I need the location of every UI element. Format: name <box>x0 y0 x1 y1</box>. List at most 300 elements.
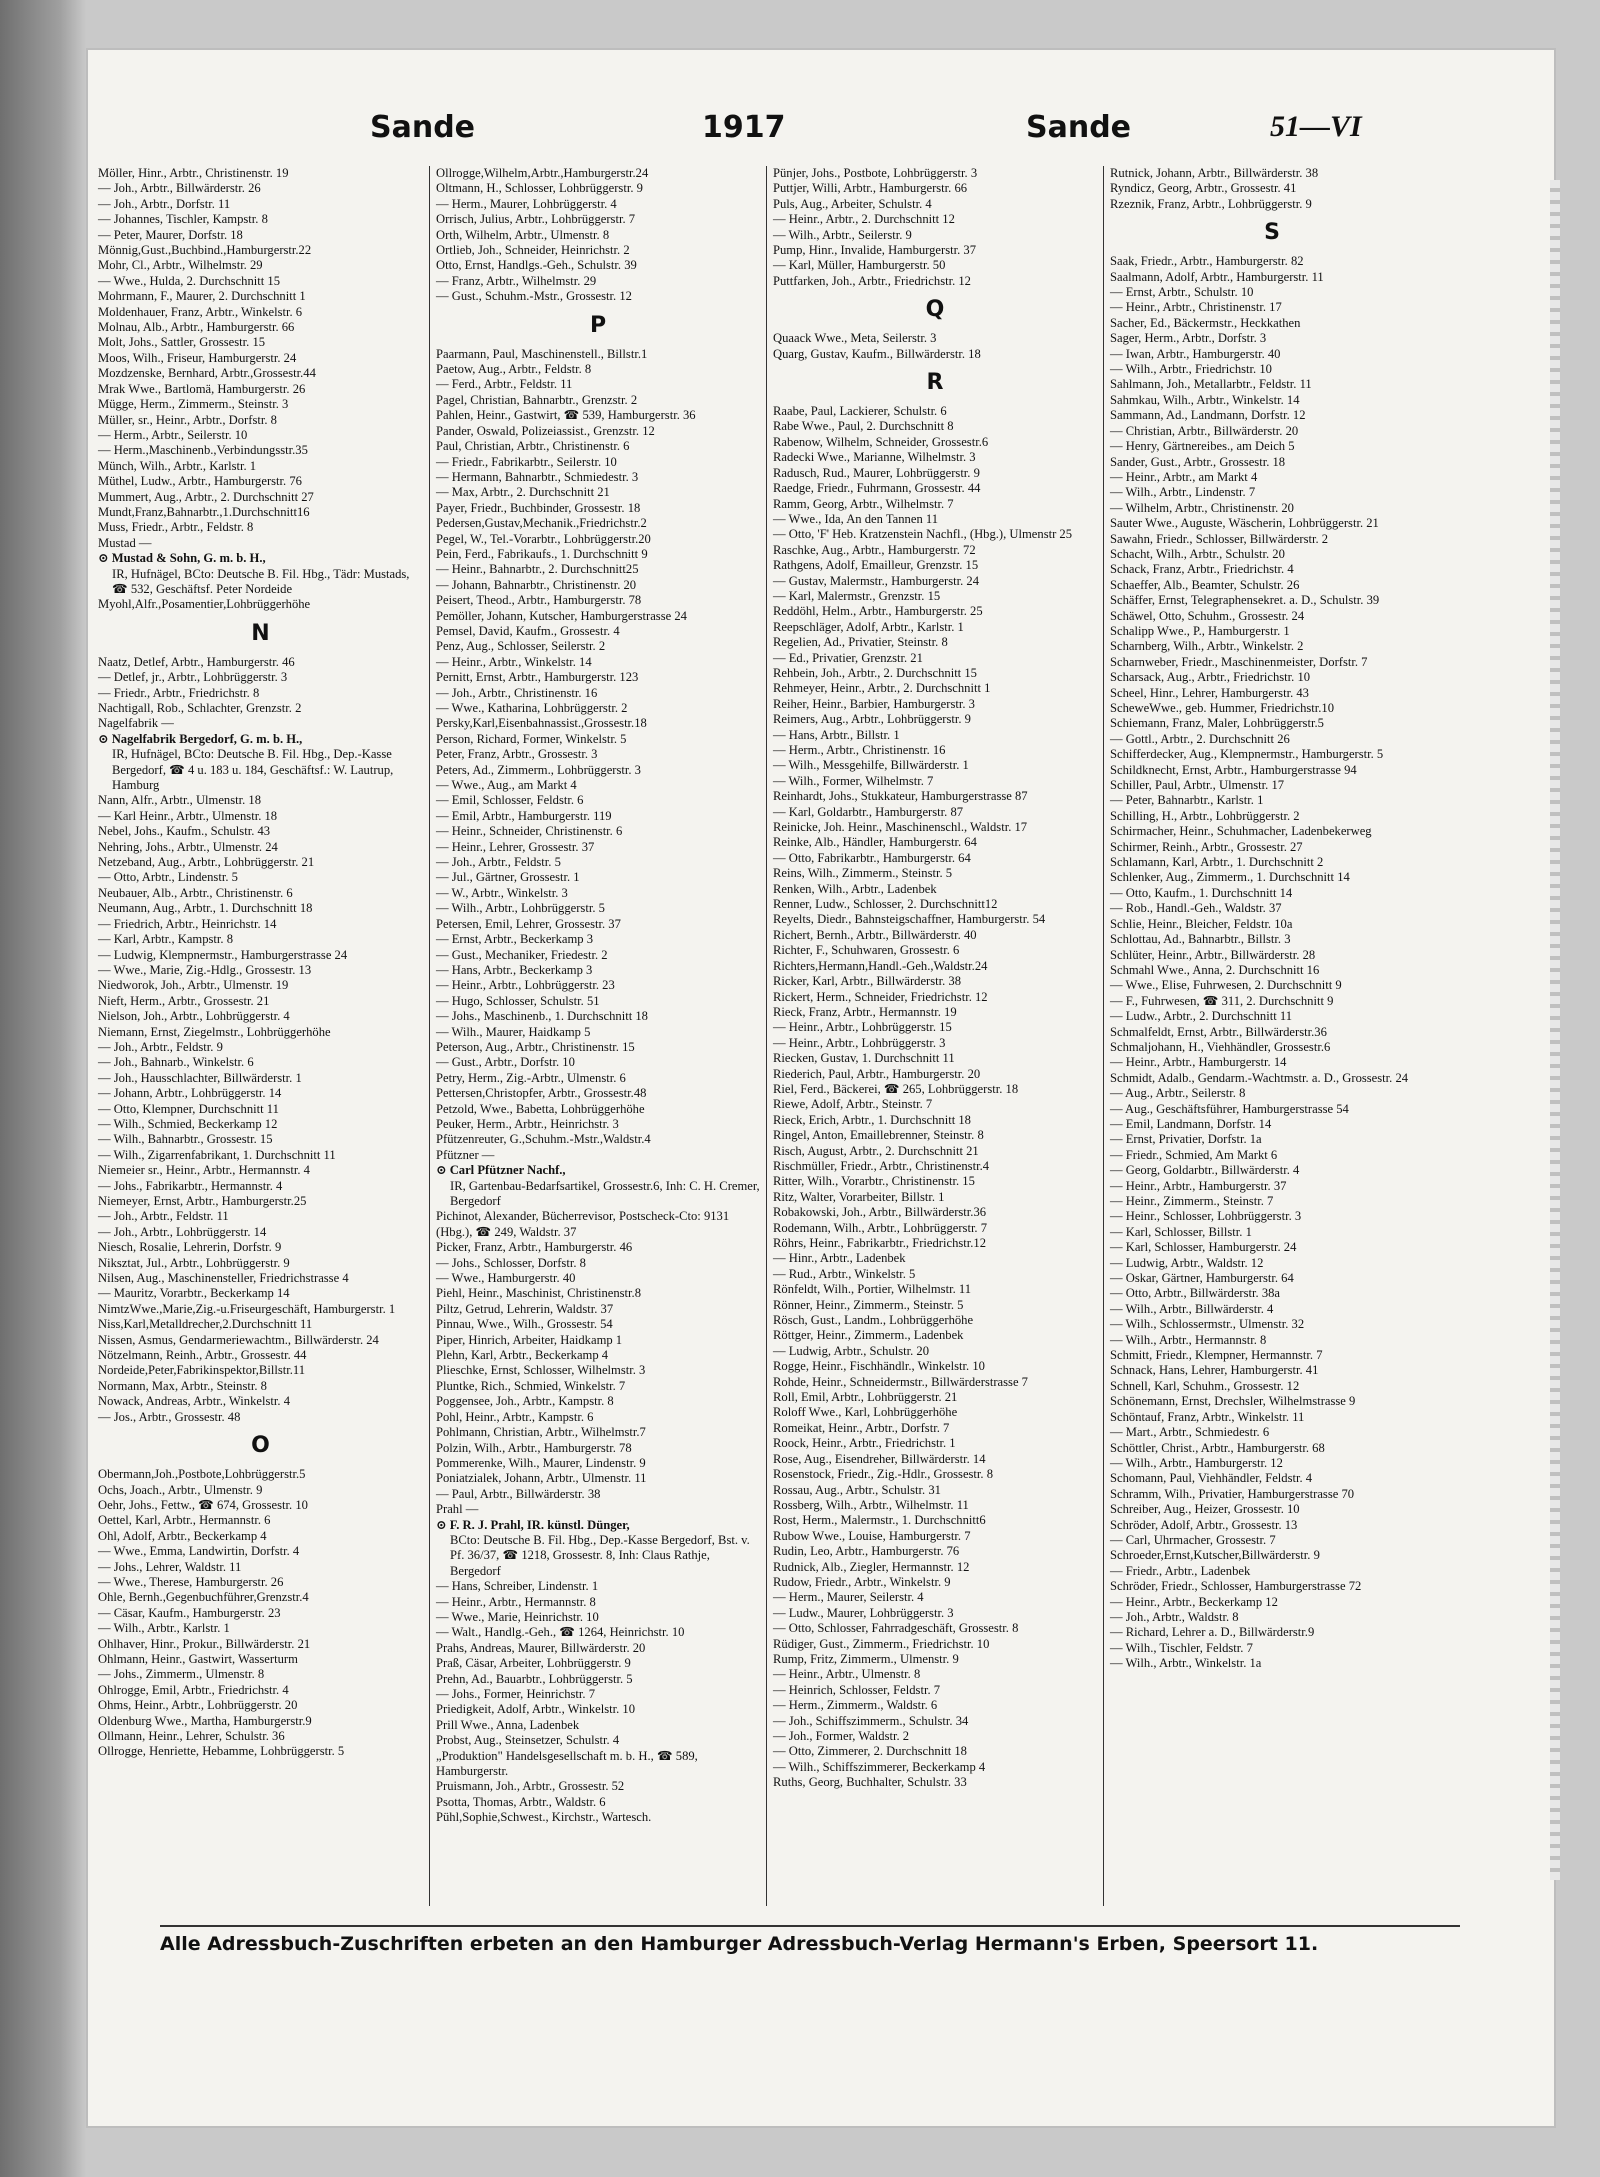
directory-entry: Schmalfeldt, Ernst, Arbtr., Billwärderstr.36 <box>1110 1024 1327 1039</box>
directory-entry: — Wilh., Arbtr., Friedrichstr. 10 <box>1110 362 1272 377</box>
directory-entry: Pohl, Heinr., Arbtr., Kampstr. 6 <box>436 1409 594 1424</box>
directory-entry: Nowack, Andreas, Arbtr., Winkelstr. 4 <box>98 1394 290 1409</box>
directory-entry: Pander, Oswald, Polizeiassist., Grenzstr. 12 <box>436 423 655 438</box>
directory-entry: Pemöller, Johann, Kutscher, Hamburgerstrasse 24 <box>436 608 687 623</box>
directory-entry: Rudow, Friedr., Arbtr., Winkelstr. 9 <box>773 1574 951 1589</box>
section-letter: P <box>589 312 607 338</box>
directory-entry: — Hans, Schreiber, Lindenstr. 1 <box>436 1579 599 1594</box>
directory-entry: Sammann, Ad., Landmann, Dorfstr. 12 <box>1110 408 1306 423</box>
directory-entry: IR, Hufnägel, BCto: Deutsche B. Fil. Hbg., Tädr: Mustads, ☎ 532, Geschäftsf. Peter Nordeide <box>112 566 410 596</box>
directory-entry: Reinke, Alb., Händler, Hamburgerstr. 64 <box>773 835 977 850</box>
directory-entry: — Wilh., Maurer, Haidkamp 5 <box>436 1024 591 1039</box>
directory-entry: — Wilh., Former, Wilhelmstr. 7 <box>773 773 934 788</box>
directory-entry: Rüdiger, Gust., Zimmerm., Friedrichstr. 10 <box>773 1636 990 1651</box>
directory-entry: Ohms, Heinr., Arbtr., Lohbrüggerstr. 20 <box>98 1698 298 1713</box>
directory-entry: Schmidt, Adalb., Gendarm.-Wachtmstr. a. D., Grossestr. 24 <box>1110 1070 1409 1085</box>
directory-entry: — Otto, Arbtr., Lindenstr. 5 <box>98 870 238 885</box>
directory-entry: Reiher, Heinr., Barbier, Hamburgerstr. 3 <box>773 696 975 711</box>
directory-entry: Moldenhauer, Franz, Arbtr., Winkelstr. 6 <box>98 304 303 319</box>
directory-entry: — F., Fuhrwesen, ☎ 311, 2. Durchschnitt 9 <box>1110 993 1334 1008</box>
directory-entry: — Heinrich, Schlosser, Feldstr. 7 <box>773 1682 941 1697</box>
directory-entry: Praß, Cäsar, Arbeiter, Lohbrüggerstr. 9 <box>436 1656 631 1671</box>
directory-entry: Rönfeldt, Wilh., Portier, Wilhelmstr. 11 <box>773 1282 971 1297</box>
directory-entry: Nebel, Johs., Kaufm., Schulstr. 43 <box>98 824 271 839</box>
directory-entry: — Ludw., Maurer, Lohbrüggerstr. 3 <box>773 1605 954 1620</box>
directory-entry: — Max, Arbtr., 2. Durchschnitt 21 <box>436 485 610 500</box>
directory-entry: — Gustav, Malermstr., Hamburgerstr. 24 <box>773 573 980 588</box>
directory-entry: — Jul., Gärtner, Grossestr. 1 <box>436 870 580 885</box>
directory-entry: Ruths, Georg, Buchhalter, Schulstr. 33 <box>773 1775 967 1790</box>
directory-entry: Saak, Friedr., Arbtr., Hamburgerstr. 82 <box>1110 254 1304 269</box>
directory-entry: ⊙ F. R. J. Prahl, IR. künstl. Dünger, <box>436 1517 630 1532</box>
directory-entry: Mozdzenske, Bernhard, Arbtr.,Grossestr.44 <box>98 366 316 381</box>
directory-entry: Niss,Karl,Metalldrecher,2.Durchschnitt 11 <box>98 1317 313 1332</box>
directory-entry: — Wilh., Arbtr., Hamburgerstr. 12 <box>1110 1455 1283 1470</box>
directory-entry: — Heinr., Arbtr., Ulmenstr. 8 <box>773 1667 921 1682</box>
directory-entry: Nielson, Joh., Arbtr., Lohbrüggerstr. 4 <box>98 1009 290 1024</box>
directory-entry: Pfützenreuter, G.,Schuhm.-Mstr.,Waldstr.4 <box>436 1132 651 1147</box>
directory-entry: — Wwe., Emma, Landwirtin, Dorfstr. 4 <box>98 1544 300 1559</box>
directory-entry: Peters, Ad., Zimmerm., Lohbrüggerstr. 3 <box>436 762 641 777</box>
directory-entry: Risch, August, Arbtr., 2. Durchschnitt 21 <box>773 1143 979 1158</box>
directory-entry: Renken, Wilh., Arbtr., Ladenbek <box>773 881 937 896</box>
running-head-right: Sande <box>1026 110 1132 145</box>
directory-entry: — Heinr., Arbtr., Winkelstr. 14 <box>436 654 592 669</box>
directory-entry: — Friedr., Fabrikarbtr., Seilerstr. 10 <box>436 454 617 469</box>
directory-entry: — Wwe., Elise, Fuhrwesen, 2. Durchschnitt 9 <box>1110 978 1342 993</box>
directory-entry: — Aug., Arbtr., Seilerstr. 8 <box>1110 1086 1246 1101</box>
directory-entry: — Karl, Schlosser, Billstr. 1 <box>1110 1224 1252 1239</box>
section-letter: O <box>251 1433 270 1459</box>
directory-entry: — Hans, Arbtr., Beckerkamp 3 <box>436 962 593 977</box>
directory-entry: Ollrogge, Henriette, Hebamme, Lohbrüggerstr. 5 <box>98 1744 345 1759</box>
directory-entry: Schilling, H., Arbtr., Lohbrüggerstr. 2 <box>1110 808 1300 823</box>
directory-entry: — Karl, Goldarbtr., Hamburgerstr. 87 <box>773 804 964 819</box>
directory-entry: Pahlen, Heinr., Gastwirt, ☎ 539, Hamburgerstr. 36 <box>436 408 696 423</box>
directory-entry: Peuker, Herm., Arbtr., Heinrichstr. 3 <box>436 1116 619 1131</box>
directory-entry: — Otto, 'F' Heb. Kratzenstein Nachfl., (Hbg.), Ulmenstr 25 <box>773 527 1073 542</box>
directory-entry: — Johannes, Tischler, Kampstr. 8 <box>98 212 268 227</box>
directory-entry: — Johs., Former, Heinrichstr. 7 <box>436 1687 596 1701</box>
directory-entry: Petry, Herm., Zig.-Arbtr., Ulmenstr. 6 <box>436 1070 626 1085</box>
directory-entry: Sacher, Ed., Bäckermstr., Heckkathen <box>1110 315 1301 330</box>
directory-entry: ⊙ Carl Pfützner Nachf., <box>436 1163 566 1178</box>
directory-entry: — Wilh., Zigarrenfabrikant, 1. Durchschnitt 11 <box>98 1147 336 1162</box>
directory-entry: Nötzelmann, Reinh., Arbtr., Grossestr. 44 <box>98 1348 307 1363</box>
directory-entry: — Peter, Bahnarbtr., Karlstr. 1 <box>1110 793 1264 808</box>
directory-entry: Ochs, Joach., Arbtr., Ulmenstr. 9 <box>98 1482 263 1497</box>
directory-entry: — Otto, Kaufm., 1. Durchschnitt 14 <box>1110 885 1293 900</box>
directory-entry: Rehbein, Joh., Arbtr., 2. Durchschnitt 15 <box>773 665 977 680</box>
directory-entry: Riecken, Gustav, 1. Durchschnitt 11 <box>773 1051 955 1066</box>
directory-entry: Rosenstock, Friedr., Zig.-Hdlr., Grossestr. 8 <box>773 1467 994 1482</box>
directory-entry: — Wwe., Marie, Heinrichstr. 10 <box>436 1609 599 1624</box>
directory-entry: Ollrogge,Wilhelm,Arbtr.,Hamburgerstr.24 <box>436 166 649 180</box>
directory-entry: — Emil, Schlosser, Feldstr. 6 <box>436 793 584 808</box>
directory-entry: — Hans, Arbtr., Billstr. 1 <box>773 727 900 742</box>
directory-entry: — Wilh., Arbtr., Hermannstr. 8 <box>1110 1332 1267 1347</box>
directory-entry: — Johs., Fabrikarbtr., Hermannstr. 4 <box>98 1178 283 1193</box>
directory-entry: Nordeide,Peter,Fabrikinspektor,Billstr.11 <box>98 1363 305 1378</box>
directory-entry: — Wilh., Tischler, Feldstr. 7 <box>1110 1640 1253 1655</box>
directory-entry: Schirmer, Reinh., Arbtr., Grossestr. 27 <box>1110 839 1303 854</box>
directory-entry: IR, Gartenbau-Bedarfsartikel, Grossestr.6, Inh: C. H. Cremer, Bergedorf <box>450 1178 760 1208</box>
directory-entry: — Wilh., Schiffszimmerer, Beckerkamp 4 <box>773 1759 986 1774</box>
directory-entry: Piltz, Getrud, Lehrerin, Waldstr. 37 <box>436 1301 614 1316</box>
directory-entry: Roock, Heinr., Arbtr., Friedrichstr. 1 <box>773 1436 956 1451</box>
directory-entry: Reinhardt, Johs., Stukkateur, Hamburgerstrasse 87 <box>773 789 1028 804</box>
directory-entry: Mügge, Herm., Zimmerm., Steinstr. 3 <box>98 397 289 412</box>
directory-entry: Oehr, Johs., Fettw., ☎ 674, Grossestr. 10 <box>98 1497 308 1512</box>
directory-entry: Sander, Gust., Arbtr., Grossestr. 18 <box>1110 454 1286 469</box>
directory-entry: — Rud., Arbtr., Winkelstr. 5 <box>773 1266 916 1281</box>
directory-entry: Mummert, Aug., Arbtr., 2. Durchschnitt 27 <box>98 489 314 504</box>
directory-entry: Neubauer, Alb., Arbtr., Christinenstr. 6 <box>98 885 293 900</box>
directory-entry: Ohlmann, Heinr., Gastwirt, Wasserturm <box>98 1651 298 1666</box>
directory-entry: Mundt,Franz,Bahnarbtr.,1.Durchschnitt16 <box>98 504 310 519</box>
directory-entry: — Franz, Arbtr., Wilhelmstr. 29 <box>436 273 597 288</box>
directory-entry: — Heinr., Arbtr., Lohbrüggerstr. 23 <box>436 978 615 993</box>
directory-entry: Schnack, Hans, Lehrer, Hamburgerstr. 41 <box>1110 1363 1319 1378</box>
directory-entry: Ricker, Karl, Arbtr., Billwärderstr. 38 <box>773 974 962 989</box>
directory-entry: Neumann, Aug., Arbtr., 1. Durchschnitt 18 <box>98 901 313 916</box>
directory-entry: Ohle, Bernh.,Gegenbuchführer,Grenzstr.4 <box>98 1590 309 1605</box>
directory-entry: — Wilh., Arbtr., Billwärderstr. 4 <box>1110 1301 1274 1316</box>
directory-entry: — Jos., Arbtr., Grossestr. 48 <box>98 1409 241 1424</box>
directory-entry: — Wilh., Schmied, Beckerkamp 12 <box>98 1116 278 1131</box>
directory-entry: Reddöhl, Helm., Arbtr., Hamburgerstr. 25 <box>773 604 983 619</box>
directory-entry: — Wwe., Hulda, 2. Durchschnitt 15 <box>98 273 280 288</box>
directory-entry: — Wilh., Bahnarbtr., Grossestr. 15 <box>98 1132 273 1147</box>
directory-entry: Pfützner — <box>436 1147 495 1162</box>
directory-entry: NimtzWwe.,Marie,Zig.-u.Friseurgeschäft, Hamburgerstr. 1 <box>98 1301 396 1316</box>
directory-entry: Paul, Christian, Arbtr., Christinenstr. 6 <box>436 439 630 454</box>
directory-entry: Schomann, Paul, Viehhändler, Feldstr. 4 <box>1110 1471 1313 1486</box>
directory-entry: — Joh., Hausschlachter, Billwärderstr. 1 <box>98 1070 302 1085</box>
directory-entry: Schäffer, Ernst, Telegraphensekret. a. D., Schulstr. 39 <box>1110 593 1380 608</box>
directory-entry: Schnell, Karl, Schuhm., Grossestr. 12 <box>1110 1378 1300 1393</box>
directory-entry: Scheel, Hinr., Lehrer, Hamburgerstr. 43 <box>1110 685 1309 700</box>
directory-entry: Nilsen, Aug., Maschinensteller, Friedrichstrasse 4 <box>98 1271 349 1286</box>
directory-entry: Pommerenke, Wilh., Maurer, Lindenstr. 9 <box>436 1455 646 1470</box>
directory-entry: — Wilh., Arbtr., Lohbrüggerstr. 5 <box>436 901 605 916</box>
directory-entry: — Heinr., Arbtr., Christinenstr. 17 <box>1110 300 1282 315</box>
directory-entry: Raschke, Aug., Arbtr., Hamburgerstr. 72 <box>773 542 976 557</box>
directory-entry: Ritter, Wilh., Vorarbtr., Christinenstr. 15 <box>773 1174 975 1189</box>
directory-entry: — Joh., Arbtr., Christinenstr. 16 <box>436 685 598 700</box>
directory-entry: ScheweWwe., geb. Hummer, Friedrichstr.10 <box>1110 701 1335 715</box>
directory-entry: Schlottau, Ad., Bahnarbtr., Billstr. 3 <box>1110 932 1291 947</box>
directory-entry: Rieck, Erich, Arbtr., 1. Durchschnitt 18 <box>773 1112 971 1127</box>
directory-entry: Mohrmann, F., Maurer, 2. Durchschnitt 1 <box>98 289 306 304</box>
directory-entry: Pemsel, David, Kaufm., Grossestr. 4 <box>436 623 620 638</box>
directory-entry: Schiemann, Franz, Maler, Lohbrüggerstr.5 <box>1110 716 1324 731</box>
directory-entry: Niesch, Rosalie, Lehrerin, Dorfstr. 9 <box>98 1240 282 1255</box>
directory-entry: Schlie, Heinr., Bleicher, Feldstr. 10a <box>1110 916 1293 931</box>
directory-entry: — Joh., Former, Waldstr. 2 <box>773 1729 910 1743</box>
directory-entry: Schildknecht, Ernst, Arbtr., Hamburgerstrasse 94 <box>1110 762 1357 777</box>
directory-entry: Schröder, Friedr., Schlosser, Hamburgerstrasse 72 <box>1110 1579 1362 1594</box>
directory-entry: ⊙ Nagelfabrik Bergedorf, G. m. b. H., <box>98 731 303 746</box>
directory-entry: Priedigkeit, Adolf, Arbtr., Winkelstr. 10 <box>436 1702 636 1717</box>
directory-entry: Rossberg, Wilh., Arbtr., Wilhelmstr. 11 <box>773 1497 969 1512</box>
directory-entry: Puttfarken, Joh., Arbtr., Friedrichstr. 12 <box>773 273 971 288</box>
directory-entry: Molnau, Alb., Arbtr., Hamburgerstr. 66 <box>98 320 295 335</box>
directory-entry: Schacht, Wilh., Arbtr., Schulstr. 20 <box>1110 546 1285 561</box>
directory-entry: Psotta, Thomas, Arbtr., Waldstr. 6 <box>436 1794 606 1809</box>
directory-entry: Rösch, Gust., Landm., Lohbrüggerhöhe <box>773 1313 974 1328</box>
directory-entry: — Herm., Zimmerm., Waldstr. 6 <box>773 1698 938 1713</box>
directory-entry: Rubow Wwe., Louise, Hamburgerstr. 7 <box>773 1528 971 1543</box>
directory-entry: Pegel, W., Tel.-Vorarbtr., Lohbrüggerstr.20 <box>436 531 651 546</box>
directory-entry: Schack, Franz, Arbtr., Friedrichstr. 4 <box>1110 562 1294 577</box>
directory-entry: — Gottl., Arbtr., 2. Durchschnitt 26 <box>1110 731 1290 746</box>
directory-entry: — Wwe., Marie, Zig.-Hdlg., Grossestr. 13 <box>98 962 312 977</box>
directory-entry: Prill Wwe., Anna, Ladenbek <box>436 1717 580 1732</box>
directory-entry: Myohl,Alfr.,Posamentier,Lohbrüggerhöhe <box>98 597 311 612</box>
directory-entry: — Wilh., Arbtr., Karlstr. 1 <box>98 1621 230 1636</box>
directory-entry: Schramm, Wilh., Privatier, Hamburgerstrasse 70 <box>1110 1486 1355 1501</box>
directory-entry: Schöttler, Christ., Arbtr., Hamburgerstr. 68 <box>1110 1440 1325 1455</box>
directory-entry: — Emil, Landmann, Dorfstr. 14 <box>1110 1116 1272 1131</box>
directory-entry: — Otto, Fabrikarbtr., Hamburgerstr. 64 <box>773 850 971 865</box>
directory-entry: — Joh., Arbtr., Billwärderstr. 26 <box>98 181 261 196</box>
directory-entry: Ollmann, Heinr., Lehrer, Schulstr. 36 <box>98 1729 285 1743</box>
directory-entry: Ohl, Adolf, Arbtr., Beckerkamp 4 <box>98 1528 267 1543</box>
directory-entry: — Johs., Schlosser, Dorfstr. 8 <box>436 1255 586 1270</box>
directory-entry: — Wilh., Arbtr., Seilerstr. 9 <box>773 227 912 242</box>
directory-entry: Nieft, Herm., Arbtr., Grossestr. 21 <box>98 993 270 1008</box>
directory-entry: — Heinr., Schneider, Christinenstr. 6 <box>436 824 623 839</box>
directory-entry: — Walt., Handlg.-Geh., ☎ 1264, Heinrichstr. 10 <box>436 1625 685 1640</box>
running-head-left: Sande <box>370 110 476 145</box>
directory-entry: — Joh., Arbtr., Feldstr. 9 <box>98 1039 223 1054</box>
directory-entry: — Henry, Gärtnereibes., am Deich 5 <box>1110 439 1295 454</box>
directory-entry: Rump, Fritz, Zimmerm., Ulmenstr. 9 <box>773 1651 959 1666</box>
directory-entry: Rabe Wwe., Paul, 2. Durchschnitt 8 <box>773 419 954 434</box>
directory-entry: Sawahn, Friedr., Schlosser, Billwärderstr. 2 <box>1110 531 1329 546</box>
directory-entry: Rieck, Franz, Arbtr., Hermannstr. 19 <box>773 1004 957 1019</box>
directory-entry: Radecki Wwe., Marianne, Wilhelmstr. 3 <box>773 450 976 465</box>
directory-entry: Prehn, Ad., Bauarbtr., Lohbrüggerstr. 5 <box>436 1671 633 1686</box>
directory-entry: Peisert, Theod., Arbtr., Hamburgerstr. 78 <box>436 593 642 608</box>
directory-entry: Müller, sr., Heinr., Arbtr., Dorfstr. 8 <box>98 412 277 427</box>
directory-entry: — Hinr., Arbtr., Ladenbek <box>773 1251 906 1266</box>
directory-entry: — Karl, Malermstr., Grenzstr. 15 <box>773 588 941 603</box>
directory-entry: Sahmkau, Wilh., Arbtr., Winkelstr. 14 <box>1110 392 1300 407</box>
directory-entry: Nehring, Johs., Arbtr., Ulmenstr. 24 <box>98 839 278 854</box>
directory-entry: Niemeyer, Ernst, Arbtr., Hamburgerstr.25 <box>98 1194 307 1208</box>
directory-entry: Niemeier sr., Heinr., Arbtr., Hermannstr. 4 <box>98 1163 310 1178</box>
directory-entry: — Ludwig, Klempnermstr., Hamburgerstrasse 24 <box>98 947 348 962</box>
directory-entry: Scharnweber, Friedr., Maschinenmeister, Dorfstr. 7 <box>1110 654 1368 669</box>
directory-entry: — Wwe., Ida, An den Tannen 11 <box>773 511 939 526</box>
directory-entry: Orth, Wilhelm, Arbtr., Ulmenstr. 8 <box>436 227 610 242</box>
directory-entry: Rathgens, Adolf, Emailleur, Grenzstr. 15 <box>773 558 979 573</box>
directory-entry: Rzeznik, Franz, Arbtr., Lohbrüggerstr. 9 <box>1110 196 1312 211</box>
directory-entry: Sauter Wwe., Auguste, Wäscherin, Lohbrüggerstr. 21 <box>1110 516 1379 531</box>
directory-entry: — Iwan, Arbtr., Hamburgerstr. 40 <box>1110 346 1281 361</box>
directory-entry: — Gust., Arbtr., Dorfstr. 10 <box>436 1055 575 1070</box>
directory-entry: Paetow, Aug., Arbtr., Feldstr. 8 <box>436 362 592 377</box>
directory-entry: Otto, Ernst, Handlgs.-Geh., Schulstr. 39 <box>436 258 637 273</box>
directory-entry: Rohde, Heinr., Schneidermstr., Billwärderstrasse 7 <box>773 1374 1028 1389</box>
directory-entry: Persky,Karl,Eisenbahnassist.,Grossestr.18 <box>436 716 647 731</box>
directory-entry: — Friedr., Arbtr., Friedrichstr. 8 <box>98 685 260 700</box>
page-edge <box>1550 180 1560 1880</box>
directory-entry: — Ernst, Arbtr., Schulstr. 10 <box>1110 285 1254 300</box>
directory-entry: Röttger, Heinr., Zimmerm., Ladenbek <box>773 1328 964 1343</box>
section-letter: R <box>926 370 944 396</box>
directory-entry: Polzin, Wilh., Arbtr., Hamburgerstr. 78 <box>436 1440 632 1455</box>
directory-entry: Renner, Ludw., Schlosser, 2. Durchschnitt12 <box>773 897 998 912</box>
directory-entry: Pump, Hinr., Invalide, Hamburgerstr. 37 <box>773 243 976 258</box>
directory-entry: Quaack Wwe., Meta, Seilerstr. 3 <box>773 331 937 346</box>
directory-entry: Rickert, Herm., Schneider, Friedrichstr. 12 <box>773 989 988 1004</box>
directory-entry: Mustad — <box>98 535 152 550</box>
column-1 <box>92 166 429 1906</box>
directory-entry: Normann, Max, Arbtr., Steinstr. 8 <box>98 1378 267 1393</box>
directory-entry: Mönnig,Gust.,Buchbind.,Hamburgerstr.22 <box>98 243 312 258</box>
directory-entry: Pinnau, Wwe., Wilh., Grossestr. 54 <box>436 1317 613 1332</box>
directory-entry: Prahs, Andreas, Maurer, Billwärderstr. 20 <box>436 1640 646 1655</box>
directory-entry: Peter, Franz, Arbtr., Grossestr. 3 <box>436 747 598 762</box>
directory-entry: Piehl, Heinr., Maschinist, Christinenstr.8 <box>436 1286 641 1301</box>
directory-entry: Poniatzialek, Johann, Arbtr., Ulmenstr. 11 <box>436 1471 647 1486</box>
directory-entry: — Wilh., Arbtr., Winkelstr. 1a <box>1110 1656 1262 1671</box>
directory-entry: Nissen, Asmus, Gendarmeriewachtm., Billwärderstr. 24 <box>98 1332 379 1347</box>
directory-entry: Schöntauf, Franz, Arbtr., Winkelstr. 11 <box>1110 1409 1305 1424</box>
directory-entry: Reyelts, Diedr., Bahnsteigschaffner, Hamburgerstr. 54 <box>773 912 1046 927</box>
directory-entry: Raabe, Paul, Lackierer, Schulstr. 6 <box>773 404 947 419</box>
directory-entry: ⊙ Mustad & Sohn, G. m. b. H., <box>98 551 266 566</box>
directory-entry: — Mart., Arbtr., Schmiedestr. 6 <box>1110 1425 1270 1440</box>
section-letter: Q <box>925 297 945 323</box>
directory-entry: — Wilhelm, Arbtr., Christinenstr. 20 <box>1110 500 1294 515</box>
directory-entry: — Joh., Arbtr., Lohbrüggerstr. 14 <box>98 1224 267 1239</box>
directory-entry: Penz, Aug., Schlosser, Seilerstr. 2 <box>436 639 606 654</box>
directory-entry: Raedge, Friedr., Fuhrmann, Grossestr. 44 <box>773 481 981 496</box>
directory-entry: Pein, Ferd., Fabrikaufs., 1. Durchschnitt 9 <box>436 546 648 561</box>
directory-entry: „Produktion" Handelsgesellschaft m. b. H., ☎ 589, Hamburgerstr. <box>436 1748 698 1779</box>
directory-entry: — Heinr., Arbtr., 2. Durchschnitt 12 <box>773 212 955 227</box>
directory-entry: Ohlhaver, Hinr., Prokur., Billwärderstr. 21 <box>98 1636 311 1651</box>
page-number: 51—VI <box>1270 110 1362 143</box>
publisher-footer: Alle Adressbuch-Zuschriften erbeten an den Hamburger Adressbuch-Verlag Hermann's Erben, Speersort 11. <box>160 1925 1460 1955</box>
directory-entry: Petzold, Wwe., Babetta, Lohbrüggerhöhe <box>436 1101 645 1116</box>
directory-entry: Richter, F., Schuhwaren, Grossestr. 6 <box>773 943 960 958</box>
directory-entry: — Detlef, jr., Arbtr., Lohbrüggerstr. 3 <box>98 670 288 685</box>
directory-entry: — Joh., Arbtr., Waldstr. 8 <box>1110 1609 1239 1624</box>
directory-entry: Quarg, Gustav, Kaufm., Billwärderstr. 18 <box>773 346 981 361</box>
directory-entry: — Gust., Schuhm.-Mstr., Grossestr. 12 <box>436 289 632 304</box>
directory-entry: Orrisch, Julius, Arbtr., Lohbrüggerstr. 7 <box>436 212 636 227</box>
page-header <box>0 110 1600 160</box>
directory-entry: Reinicke, Joh. Heinr., Maschinenschl., Waldstr. 17 <box>773 820 1028 835</box>
directory-entry: — Cäsar, Kaufm., Hamburgerstr. 23 <box>98 1605 281 1620</box>
directory-entry: Reimers, Aug., Arbtr., Lohbrüggerstr. 9 <box>773 712 971 727</box>
directory-entry: Nachtigall, Rob., Schlachter, Grenzstr. 2 <box>98 701 302 715</box>
directory-entry: Pünjer, Johs., Postbote, Lohbrüggerstr. 3 <box>773 166 978 180</box>
directory-entry: — Christian, Arbtr., Billwärderstr. 20 <box>1110 423 1299 438</box>
directory-entry: Schroeder,Ernst,Kutscher,Billwärderstr. 9 <box>1110 1548 1320 1563</box>
directory-entry: — Otto, Schlosser, Fahrradgeschäft, Grossestr. 8 <box>773 1621 1019 1636</box>
directory-entry: Ritz, Walter, Vorarbeiter, Billstr. 1 <box>773 1189 945 1204</box>
directory-entry: — Heinr., Arbtr., Lohbrüggerstr. 15 <box>773 1020 952 1035</box>
directory-entry: — Johs., Maschinenb., 1. Durchschnitt 18 <box>436 1009 648 1024</box>
directory-entry: — Oskar, Gärtner, Hamburgerstr. 64 <box>1110 1271 1294 1286</box>
directory-entry: Rudnick, Alb., Ziegler, Hermannstr. 12 <box>773 1559 970 1574</box>
section-letter: N <box>251 620 270 646</box>
directory-entry: Riewe, Adolf, Arbtr., Steinstr. 7 <box>773 1097 933 1112</box>
directory-entry: — Wilh., Arbtr., Lindenstr. 7 <box>1110 485 1256 500</box>
directory-entry: Rudin, Leo, Arbtr., Hamburgerstr. 76 <box>773 1544 960 1559</box>
directory-entry: Reepschläger, Adolf, Arbtr., Karlstr. 1 <box>773 619 964 634</box>
directory-entry: Ringel, Anton, Emaillebrenner, Steinstr. 8 <box>773 1128 984 1143</box>
directory-entry: Ryndicz, Georg, Arbtr., Grossestr. 41 <box>1110 181 1297 196</box>
directory-entry: — Otto, Klempner, Durchschnitt 11 <box>98 1101 279 1116</box>
directory-entry: Roll, Emil, Arbtr., Lohbrüggerstr. 21 <box>773 1390 958 1405</box>
directory-entry: Rehmeyer, Heinr., Arbtr., 2. Durchschnitt 1 <box>773 681 991 696</box>
directory-entry: — Heinr., Bahnarbtr., 2. Durchschnitt25 <box>436 562 639 577</box>
directory-entry: Oldenburg Wwe., Martha, Hamburgerstr.9 <box>98 1713 312 1728</box>
directory-entry: Pedersen,Gustav,Mechanik.,Friedrichstr.2 <box>436 516 647 531</box>
directory-entry: Obermann,Joh.,Postbote,Lohbrüggerstr.5 <box>98 1467 306 1482</box>
directory-entry: — Wwe., Katharina, Lohbrüggerstr. 2 <box>436 701 628 715</box>
directory-entry: Schalipp Wwe., P., Hamburgerstr. 1 <box>1110 623 1290 638</box>
directory-entry: — Otto, Zimmerer, 2. Durchschnitt 18 <box>773 1744 967 1759</box>
directory-entry: — Ed., Privatier, Grenzstr. 21 <box>773 650 923 665</box>
directory-entry: Rose, Aug., Eisendreher, Billwärderstr. 14 <box>773 1451 986 1466</box>
directory-entry: Naatz, Detlef, Arbtr., Hamburgerstr. 46 <box>98 654 295 669</box>
directory-entry: Schlenker, Aug., Zimmerm., 1. Durchschnitt 14 <box>1110 870 1350 885</box>
directory-entry: Rossau, Aug., Arbtr., Schulstr. 31 <box>773 1482 941 1497</box>
directory-entry: — Herm., Arbtr., Christinenstr. 16 <box>773 743 946 757</box>
directory-entry: — Ernst, Privatier, Dorfstr. 1a <box>1110 1132 1262 1147</box>
directory-entry: — Wwe., Hamburgerstr. 40 <box>436 1271 576 1286</box>
directory-entry: — Heinr., Arbtr., Beckerkamp 12 <box>1110 1594 1278 1609</box>
directory-entry: Nagelfabrik — <box>98 716 174 731</box>
directory-entry: Niksztat, Jul., Arbtr., Lohbrüggerstr. 9 <box>98 1255 290 1270</box>
directory-entry: — Karl, Arbtr., Kampstr. 8 <box>98 932 234 947</box>
directory-entry: Schifferdecker, Aug., Klempnermstr., Hamburgerstr. 5 <box>1110 747 1384 762</box>
directory-entry: Möller, Hinr., Arbtr., Christinenstr. 19 <box>98 166 289 180</box>
directory-entry: — Karl, Schlosser, Hamburgerstr. 24 <box>1110 1240 1297 1255</box>
directory-entry: Robakowski, Joh., Arbtr., Billwärderstr.36 <box>773 1205 987 1220</box>
directory-entry: Moos, Wilh., Friseur, Hamburgerstr. 24 <box>98 350 297 365</box>
directory-entry: Reins, Wilh., Zimmerm., Steinstr. 5 <box>773 866 953 881</box>
directory-entry: Schreiber, Aug., Heizer, Grossestr. 10 <box>1110 1502 1300 1517</box>
directory-entry: Probst, Aug., Steinsetzer, Schulstr. 4 <box>436 1733 620 1748</box>
directory-entry: Rönner, Heinr., Zimmerm., Steinstr. 5 <box>773 1297 964 1312</box>
directory-entry: — Ernst, Arbtr., Beckerkamp 3 <box>436 932 594 947</box>
directory-entry: Röhrs, Heinr., Fabrikarbtr., Friedrichstr.12 <box>773 1236 987 1250</box>
directory-entry: — Joh., Schiffszimmerm., Schulstr. 34 <box>773 1713 969 1728</box>
directory-entry: Scharsack, Aug., Arbtr., Friedrichstr. 10 <box>1110 670 1311 685</box>
directory-entry: — Rob., Handl.-Geh., Waldstr. 37 <box>1110 901 1282 916</box>
directory-entry: Schmahl Wwe., Anna, 2. Durchschnitt 16 <box>1110 962 1320 977</box>
directory-entry: — Johann, Arbtr., Lohbrüggerstr. 14 <box>98 1086 282 1101</box>
directory-entry: Schmitt, Friedr., Klempner, Hermannstr. 7 <box>1110 1348 1323 1363</box>
directory-entry: Pohlmann, Christian, Arbtr., Wilhelmstr.7 <box>436 1425 646 1440</box>
directory-entry: Schirmacher, Heinr., Schuhmacher, Ladenbekerweg <box>1110 824 1372 839</box>
directory-entry: Scharnberg, Wilh., Arbtr., Winkelstr. 2 <box>1110 639 1304 654</box>
directory-entry: — Ludw., Arbtr., 2. Durchschnitt 11 <box>1110 1009 1293 1024</box>
directory-entry: — Ludwig, Arbtr., Waldstr. 12 <box>1110 1255 1264 1270</box>
directory-entry: Regelien, Ad., Privatier, Steinstr. 8 <box>773 635 948 650</box>
directory-entry: Riel, Ferd., Bäckerei, ☎ 265, Lohbrüggerstr. 18 <box>773 1081 1019 1096</box>
directory-entry: — Heinr., Arbtr., Hamburgerstr. 14 <box>1110 1055 1287 1070</box>
